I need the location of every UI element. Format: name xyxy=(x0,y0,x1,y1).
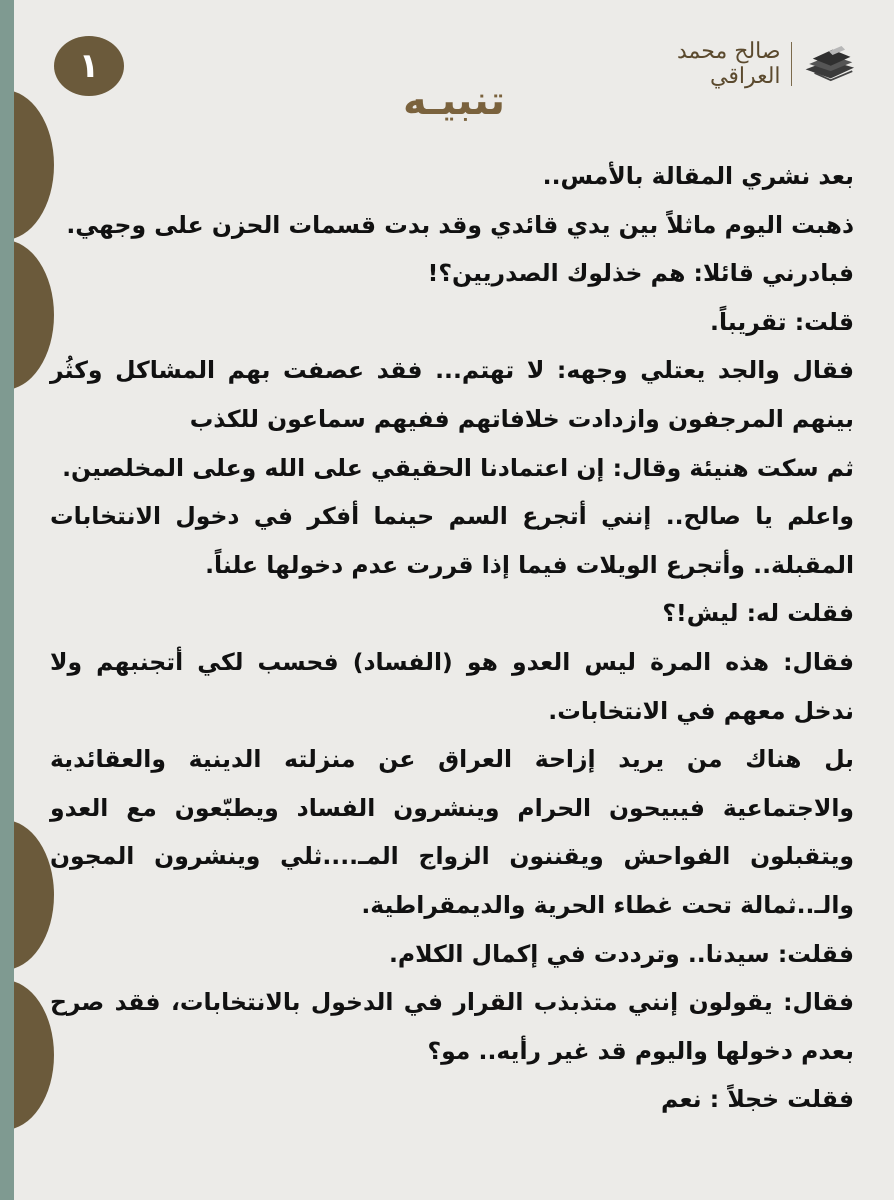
paragraph: فبادرني قائلا: هم خذلوك الصدريين؟! xyxy=(427,259,854,288)
paragraph: فقال: هذه المرة ليس العدو هو (الفساد) فحسب لكي أتجنبهم ولا ندخل معهم في الانتخابات. xyxy=(50,647,854,725)
article-page xyxy=(14,0,894,1200)
paragraph: بل هناك من يريد إزاحة العراق عن منزلته الدينية والعقائدية والاجتماعية فيبيحون الحرام وينشرون الفساد ويطبّعون مع العدو ويتقبلون الفواحش ويقننون الزواج المـ....ثلي وينشرون المجون والـ..ثمالة تحت غطاء الحرية والديمقراطية. xyxy=(50,745,854,919)
side-tab-decoration xyxy=(14,820,54,970)
side-tab-decoration xyxy=(14,240,54,390)
paragraph: ثم سكت هنيئة وقال: إن اعتمادنا الحقيقي على الله وعلى المخلصين. xyxy=(62,453,854,482)
page-number-badge: ١ xyxy=(54,36,124,96)
side-tab-decoration xyxy=(14,980,54,1130)
paragraph: فقلت: سيدنا.. وترددت في إكمال الكلام. xyxy=(388,939,854,968)
paragraph: قلت: تقريباً. xyxy=(710,307,854,336)
paragraph: ذهبت اليوم ماثلاً بين يدي قائدي وقد بدت قسمات الحزن على وجهي. xyxy=(66,210,854,239)
paragraph: فقال: يقولون إنني متذبذب القرار في الدخول بالانتخابات، فقد صرح بعدم دخولها واليوم قد غير رأيه.. مو؟ xyxy=(50,988,854,1065)
author-name-logo: صالح محمد العراقي xyxy=(677,39,781,89)
paragraph: بعد نشري المقالة بالأمس.. xyxy=(542,162,854,190)
paragraph: فقلت خجلاً : نعم xyxy=(661,1085,854,1114)
article-body xyxy=(50,152,854,1124)
paragraph: فقلت له: ليش!؟ xyxy=(662,599,854,628)
page-title: تنبيـه xyxy=(403,78,505,124)
paragraph: فقال والجد يعتلي وجهه: لا تهتم... فقد عصفت بهم المشاكل وكثُر بينهم المرجفون وازدادت خلافاتهم ففيهم سماعون للكذب xyxy=(50,356,854,433)
paragraph: واعلم يا صالح.. إنني أتجرع السم حينما أفكر في دخول الانتخابات المقبلة.. وأتجرع الويلات فيما إذا قررت عدم دخولها علناً. xyxy=(50,502,854,579)
